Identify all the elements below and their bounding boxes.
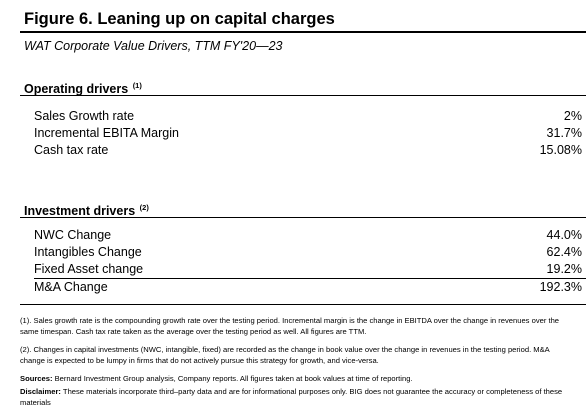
investment-drivers-header — [20, 198, 586, 218]
table-row-sales-growth — [34, 108, 582, 125]
row-label: Fixed Asset change — [34, 262, 144, 276]
row-value: 31.7% — [546, 126, 582, 140]
operating-drivers-label: Operating drivers $^{(1)}$ — [24, 81, 142, 96]
row-value: 62.4% — [546, 245, 582, 259]
title-bar — [20, 0, 586, 33]
row-value: 2% — [563, 109, 582, 123]
footnote-2: (2). Changes in capital investments (NWC, intangible, fixed) are recorded as the change in book value over the change in revenues in the testing period. M&A change is expected to be lumpy in firms that do not actively pursue this strategy for growth, and vice-versa. — [20, 345, 550, 365]
table-bottom-rule — [20, 304, 586, 305]
operating-drivers-header — [20, 76, 586, 96]
sources-text: Bernard Investment Group analysis, Company reports. All figures taken at book values at time of reporting. — [52, 374, 413, 383]
row-label: Intangibles Change — [34, 245, 142, 259]
table-row-m-and-a — [34, 279, 582, 296]
row-label: Sales Growth rate — [34, 109, 135, 123]
table-row-incremental-ebita — [34, 125, 582, 142]
table-row-cash-tax — [34, 142, 582, 159]
row-label: M&A Change — [34, 280, 108, 294]
sources-note — [20, 373, 576, 384]
disclaimer-label: Disclaimer: — [20, 387, 61, 396]
disclaimer-note — [20, 386, 576, 408]
table-row-intangibles — [34, 244, 582, 261]
sources-label: Sources: — [20, 374, 53, 383]
figure-subtitle: WAT Corporate Value Drivers, TTM FY'20—23 — [24, 39, 283, 53]
row-value: 19.2% — [546, 262, 582, 276]
investment-drivers-label: Investment drivers $^{(2)}$ — [24, 203, 149, 218]
row-value: 44.0% — [546, 228, 582, 242]
row-label: Incremental EBITA Margin — [34, 126, 179, 140]
table-row-fixed-asset — [34, 261, 582, 278]
footnote-1: (1). Sales growth rate is the compounding growth rate over the testing period. Incremental margin is the change in EBITDA over the change in revenues over the same timespan. Cash tax rate taken as the average over the testing period as well. All figures are TTM. — [20, 316, 560, 336]
row-value: 15.08% — [539, 143, 582, 157]
investment-note-ref: (2) — [139, 203, 149, 212]
row-value: 192.3% — [539, 280, 582, 294]
row-label: Cash tax rate — [34, 143, 109, 157]
disclaimer-text: These materials incorporate third–party data and are for informational purposes only. BIG does not guarantee the accuracy or completeness of these materials — [20, 387, 563, 407]
operating-note-ref: (1) — [132, 81, 142, 90]
figure-title: Figure 6. Leaning up on capital charges — [24, 10, 335, 28]
table-row-nwc — [34, 227, 582, 244]
row-label: NWC Change — [34, 228, 112, 242]
